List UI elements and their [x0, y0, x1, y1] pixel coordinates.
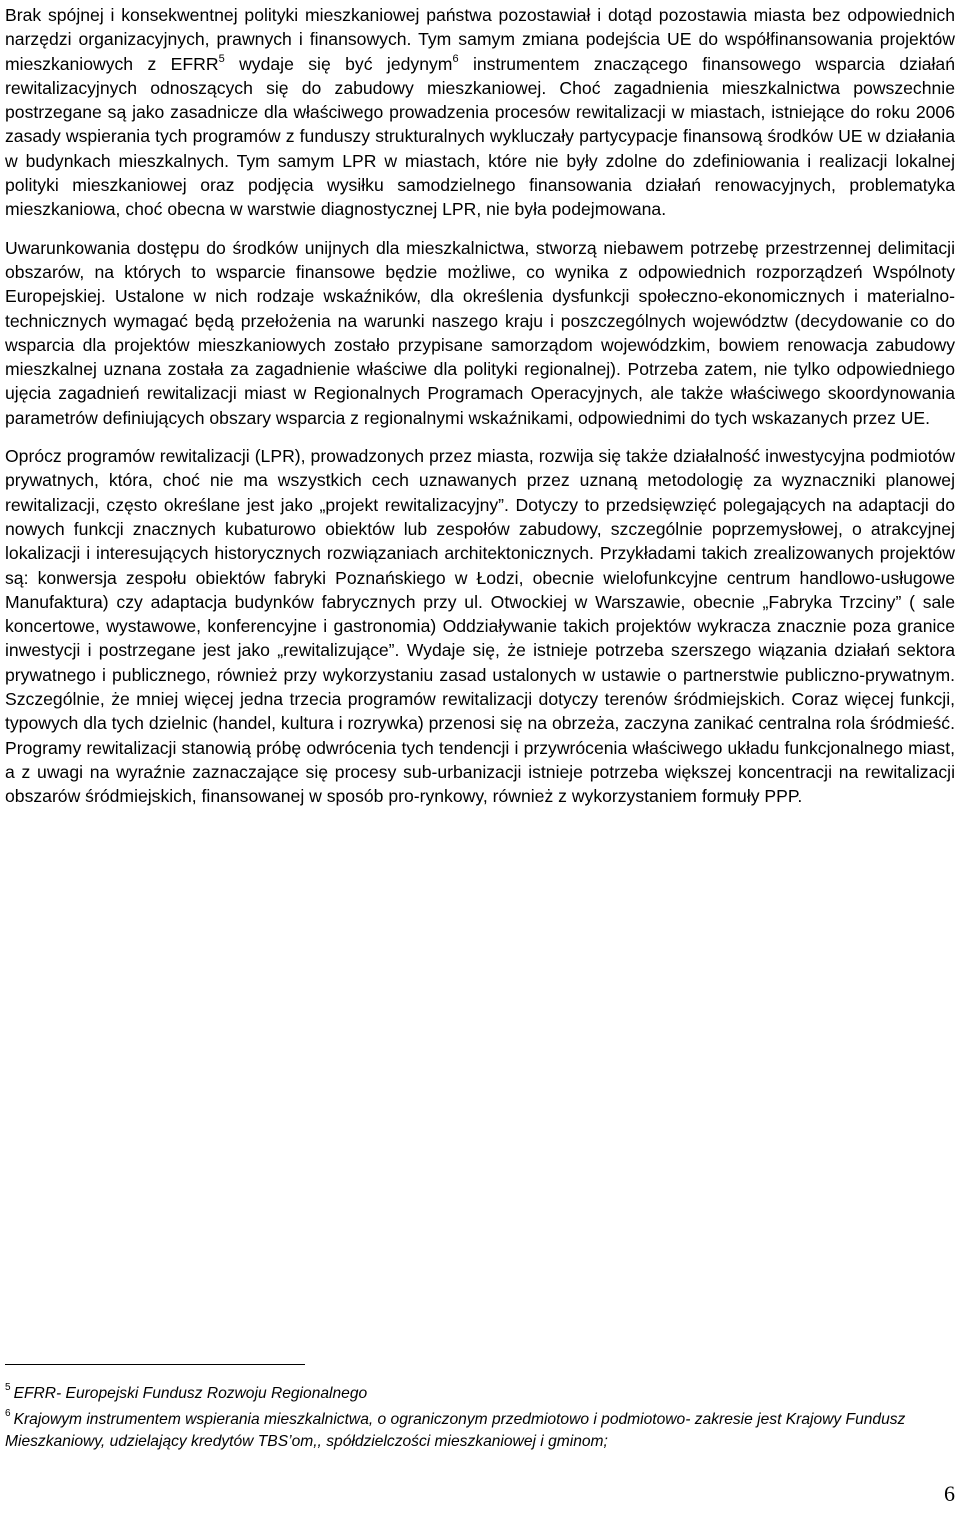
- page-number: 6: [944, 1481, 955, 1506]
- footnote-ref: 6: [452, 52, 459, 65]
- paragraph: Uwarunkowania dostępu do środków unijnych dla mieszkalnictwa, stworzą niebawem potrzebę przestrzennej delimitacji obszarów, na których to wsparcie finansowe będzie możliwe, co wynika z odpowiednich rozporządzeń Wspólnoty Europejskiej. Ustalone w nich rodzaje wskaźników, dla określenia dysfunkcji społeczno-ekonomicznych i materialno-technicznych wymagać będą przełożenia na warunki naszego kraju i poszczególnych województw (decydowanie co do wsparcia dla projektów mieszkaniowych zostało przypisane samorządom wojewódzkim, bowiem renowacja zabudowy mieszkalnej uznana została za zagadnienie właściwe dla polityki regionalnej). Potrzeba zatem, nie tylko odpowiedniego ujęcia zagadnień rewitalizacji miast w Regionalnych Programach Operacyjnych, ale także właściwego skoordynowania parametrów definiujących obszary wsparcia z regionalnymi wskaźnikami, odpowiednimi do tych wskazanych przez UE.: [5, 237, 955, 428]
- footnote-text: EFRR- Europejski Fundusz Rozwoju Regionalnego: [13, 1385, 368, 1403]
- footnote-text: Krajowym instrumentem wspierania mieszkalnictwa, o ograniczonym przedmiotowo i podmiotowo- zakresie jest Krajowy Fundusz Mieszkaniowy, udzielający kredytów TBS’om,, spółdzielczości mieszkaniowej i gminom;: [5, 1411, 906, 1451]
- document-body: [5, 3, 955, 823]
- footnote-number: 5: [5, 1382, 11, 1393]
- footnote-5: [5, 1379, 955, 1405]
- footnotes-section: [5, 1364, 955, 1453]
- paragraph: Oprócz programów rewitalizacji (LPR), prowadzonych przez miasta, rozwija się także działalność inwestycyjna podmiotów prywatnych, która, choć nie ma wszystkich cech uznawanych przez uznaną metodologię za wyznaczniki planowej rewitalizacji, często określane jest jako „projekt rewitalizacyjny”. Dotyczy to przedsięwzięć polegających na adaptacji do nowych funkcji znacznych kubaturowo obiektów lub zespołów zabudowy, szczególnie poprzemysłowej, o atrakcyjnej lokalizacji i interesujących historycznych rozwiązaniach architektonicznych. Przykładami takich zrealizowanych projektów są: konwersja zespołu obiektów fabryki Poznańskiego w Łodzi, obecnie wielofunkcyjne centrum handlowo-usługowe Manufaktura) czy adaptacja budynków fabrycznych przy ul. Otwockiej w Warszawie, obecnie „Fabryka Trzciny” ( sale koncertowe, wystawowe, konferencyjne i gastronomia) Oddziaływanie takich projektów wykracza znacznie poza granice inwestycji i postrzegane jest jako „rewitalizujące”. Wydaje się, że istnieje potrzeba szerszego wiązania działań sektora prywatnego i publicznego, również przy wykorzystaniu zasad ustalonych w ustawie o partnerstwie publiczno-prywatnym. Szczególnie, że mniej więcej jedna trzecia programów rewitalizacji dotyczy terenów śródmiejskich. Coraz więcej funkcji, typowych dla tych dzielnic (handel, kultura i rozrywka) przenosi się na obrzeża, zaczyna zanikać centralna rola śródmieść. Programy rewitalizacji stanowią próbę odwrócenia tych tendencji i przywrócenia właściwego układu funkcjonalnego miast, a z uwagi na wyraźnie zaznaczające się procesy sub-urbanizacji istnieje potrzeba większej koncentracji na rewitalizacji obszarów śródmiejskich, finansowanej w sposób pro-rynkowy, również z wykorzystaniem formuły PPP.: [5, 446, 955, 807]
- paragraph: Brak spójnej i konsekwentnej polityki mieszkaniowej państwa pozostawiał i dotąd pozostawia miasta bez odpowiednich narzędzi organizacyjnych, prawnych i finansowych. Tym samym zmiana podejścia UE do współfinansowania projektów mieszkaniowych z EFRR$^5$ wydaje się być jedynym$^6$ instrumentem znaczącego finansowego wsparcia działań rewitalizacyjnych odnoszących się do zabudowy mieszkaniowej. Choć zagadnienia mieszkalnictwa powszechnie postrzegane są jako zasadnicze dla właściwego prowadzenia procesów rewitalizacji w miastach, istniejące do roku 2006 zasady wspierania tych programów z funduszy strukturalnych wykluczały partycypacje finansową środków UE w działania w budynkach mieszkalnych. Tym samym LPR w miastach, które nie były zdolne do zdefiniowania i realizacji lokalnej polityki mieszkaniowej oraz podjęcia wysiłku samodzielnego finansowania działań renowacyjnych, problematyka mieszkaniowa, choć obecna w warstwie diagnostycznej LPR, nie była podejmowana.: [5, 5, 955, 220]
- footnote-ref: 5: [218, 52, 225, 65]
- footnote-separator: [5, 1364, 305, 1365]
- footnote-number: 6: [5, 1408, 11, 1420]
- footnote-6: [5, 1405, 955, 1453]
